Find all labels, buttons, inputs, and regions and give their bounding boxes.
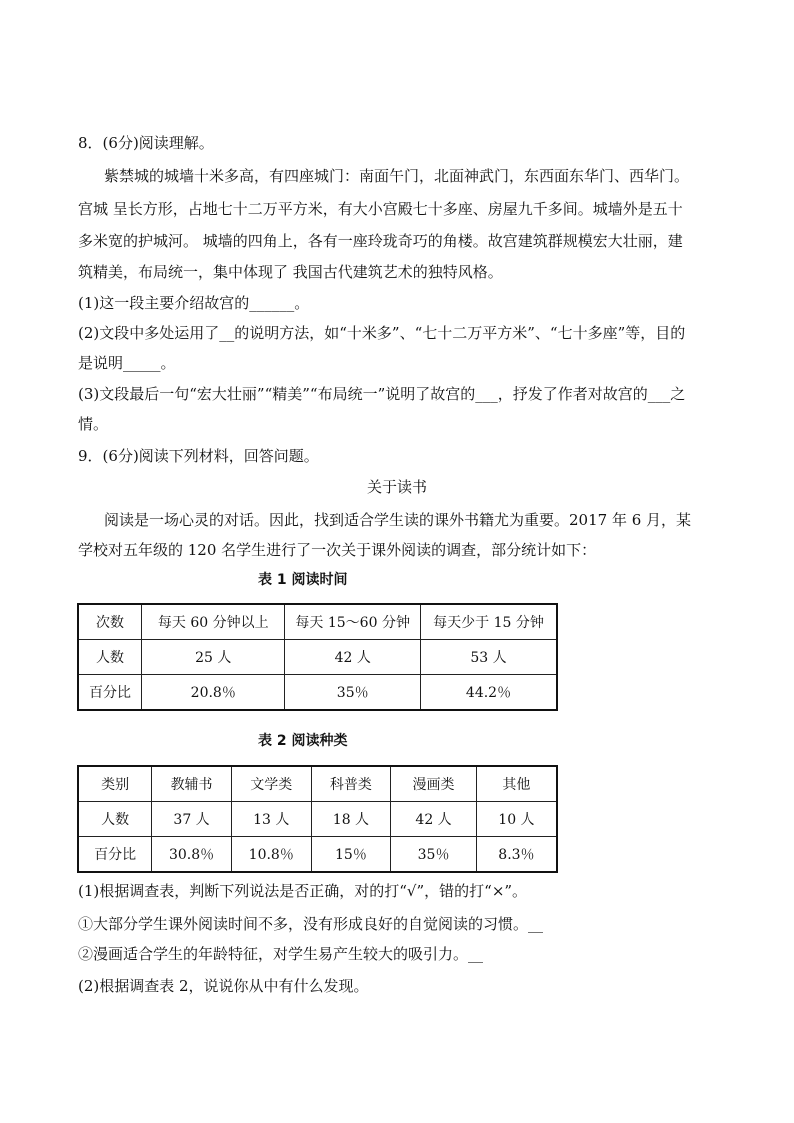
table-cell: 8.3％ [476,837,557,873]
table-header-row [78,766,557,802]
reading-type-table [77,765,558,873]
table-cell: 科普类 [311,766,391,802]
table-cell: 漫画类 [391,766,477,802]
q9-title: 关于读书 [366,478,427,496]
table1-caption: 表 1 阅读时间 [258,572,348,588]
table-cell: 13 人 [231,802,311,837]
table-cell: 百分比 [78,675,142,711]
q8-question-1: (1)这一段主要介绍故宫的______。 [78,294,310,312]
table-cell: 10 人 [476,802,557,837]
table-cell: 25 人 [142,640,285,675]
q8-passage-line: 紫禁城的城墙十米多高，有四座城门：南面午门，北面神武门，东西面东华门、西华门。 [104,167,690,185]
table-cell: 30.8％ [152,837,232,873]
table-row [78,675,557,711]
q8-passage-line: 宫城 呈长方形，占地七十二万平方米，有大小宫殿七十多座、房屋九千多间。城墙外是五十 [78,200,683,218]
table-cell: 次数 [78,604,142,640]
q9-question-1: (1)根据调查表，判断下列说法是否正确，对的打“√”，错的打“×”。 [78,882,528,900]
q8-header: 8．(6分)阅读理解。 [78,134,214,152]
table-cell: 15％ [311,837,391,873]
table-header-row [78,604,557,640]
table-cell: 教辅书 [152,766,232,802]
q8-question-2-cont: 是说明_____。 [78,354,176,372]
reading-time-table [77,603,558,711]
table-cell: 人数 [78,640,142,675]
table-row [78,802,557,837]
q9-question-2: (2)根据调查表 2，说说你从中有什么发现。 [78,977,369,995]
q8-question-3: (3)文段最后一句“宏大壮丽”“精美”“布局统一”说明了故宫的___，抒发了作者对故宫的___之 [78,385,686,403]
table-cell: 44.2％ [420,675,557,711]
q8-question-2: (2)文段中多处运用了__的说明方法，如“十米多”、“七十二万平方米”、“七十多座”等，目的 [78,324,686,342]
q9-intro-line: 阅读是一场心灵的对话。因此，找到适合学生读的课外书籍尤为重要。2017 年 6 月，某 [104,511,692,529]
table-cell: 类别 [78,766,152,802]
table-cell: 10.8％ [231,837,311,873]
table-cell: 其他 [476,766,557,802]
table-cell: 35％ [391,837,477,873]
table-cell: 人数 [78,802,152,837]
table-cell: 35％ [285,675,421,711]
table-cell: 每天 15～60 分钟 [285,604,421,640]
table-cell: 20.8％ [142,675,285,711]
q9-statement-2: ②漫画适合学生的年龄特征，对学生易产生较大的吸引力。__ [78,945,484,963]
table-cell: 每天 60 分钟以上 [142,604,285,640]
table-cell: 文学类 [231,766,311,802]
table-cell: 42 人 [391,802,477,837]
q8-passage-line: 多米宽的护城河。 城墙的四角上，各有一座玲珑奇巧的角楼。故宫建筑群规模宏大壮丽，建 [78,232,683,250]
table-cell: 每天少于 15 分钟 [420,604,557,640]
table-cell: 53 人 [420,640,557,675]
table-cell: 42 人 [285,640,421,675]
q8-question-3-cont: 情。 [78,415,109,433]
table-cell: 37 人 [152,802,232,837]
table-row [78,837,557,873]
q9-intro-line: 学校对五年级的 120 名学生进行了一次关于课外阅读的调查，部分统计如下： [78,541,597,559]
q9-header: 9．(6分)阅读下列材料，回答问题。 [78,447,319,465]
q8-passage-line: 筑精美，布局统一，集中体现了 我国古代建筑艺术的独特风格。 [78,263,503,281]
table-row [78,640,557,675]
table2-caption: 表 2 阅读种类 [258,733,348,749]
table-cell: 百分比 [78,837,152,873]
q9-statement-1: ①大部分学生课外阅读时间不多，没有形成良好的自觉阅读的习惯。__ [78,915,544,933]
table-cell: 18 人 [311,802,391,837]
